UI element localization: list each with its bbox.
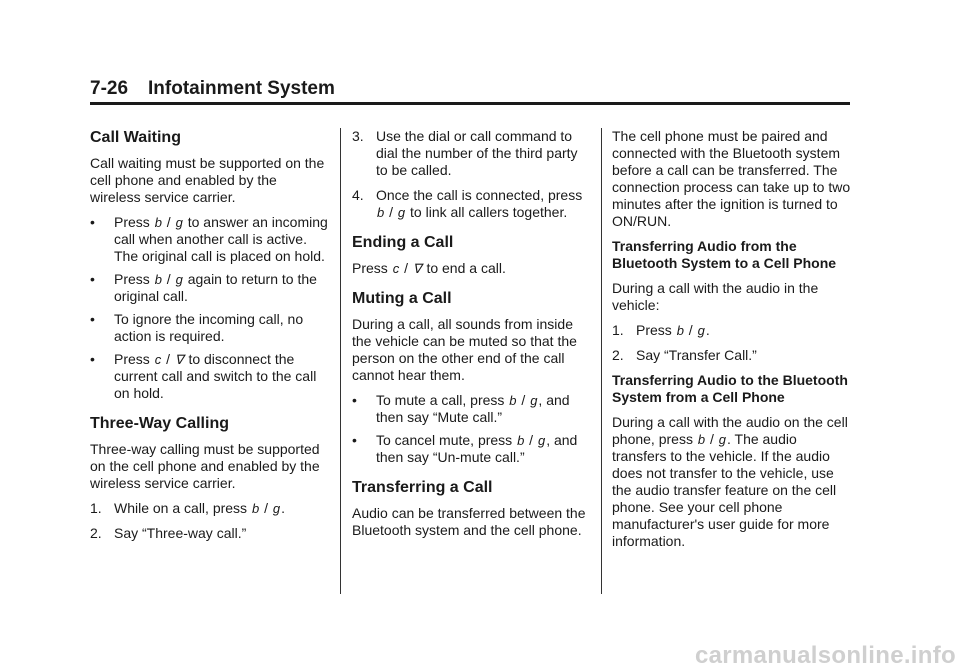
page-number: 7-26	[90, 78, 129, 99]
phone-icon: b	[509, 393, 517, 408]
ending-text: Press c / ∇ to end a call.	[352, 260, 506, 276]
watermark-logo: carmanualsonline.info	[694, 642, 956, 669]
to-system-text: During a call with the audio on the cell phone, press b / g. The audio transfers to the vehicle. If the audio does not transfer to the vehicle, use the audio transfer feature on the cell phone. See your cell phone manufacturer's user guide for more information.	[612, 414, 848, 549]
phone-icon: b	[517, 433, 525, 448]
transfer-steps	[612, 322, 854, 364]
list-item: 2. Say “Transfer Call.”	[612, 347, 757, 363]
talk-icon: g	[718, 432, 726, 447]
phone-icon: b	[377, 205, 385, 220]
list-item: • To cancel mute, press b / g, and then say “Un-mute call.”	[352, 432, 590, 466]
muting-intro: During a call, all sounds from inside the vehicle can be muted so that the person on the other end of the call cannot hear them.	[352, 316, 577, 383]
triangle-icon: ∇	[174, 352, 184, 367]
list-item: 3. Use the dial or call command to dial the number of the third party to be called.	[352, 128, 578, 178]
column-3	[612, 128, 854, 558]
subheading-to-system: Transferring Audio to the Bluetooth System from a Cell Phone	[612, 372, 848, 405]
list-item: 1. Press b / g.	[612, 322, 710, 338]
talk-icon: g	[697, 323, 705, 338]
column-2	[352, 128, 590, 547]
heading-ending: Ending a Call	[352, 234, 454, 251]
list-item: • Press b / g again to return to the original call.	[90, 271, 328, 305]
muting-list	[352, 392, 590, 466]
column-divider	[340, 128, 341, 594]
end-call-icon: c	[392, 261, 400, 276]
list-item: 2. Say “Three-way call.”	[90, 525, 247, 541]
heading-call-waiting: Call Waiting	[90, 129, 181, 146]
to-phone-intro: During a call with the audio in the vehicle:	[612, 280, 819, 313]
phone-icon: b	[154, 272, 162, 287]
heading-muting: Muting a Call	[352, 290, 452, 307]
list-item: • To mute a call, press b / g, and then say “Mute call.”	[352, 392, 590, 426]
talk-icon: g	[397, 205, 406, 220]
triangle-icon: ∇	[412, 261, 422, 276]
list-item: 1. While on a call, press b / g.	[90, 500, 285, 516]
three-way-steps-cont	[352, 128, 590, 221]
list-item: • To ignore the incoming call, no action is required.	[90, 311, 328, 345]
page-header	[90, 78, 850, 100]
end-call-icon: c	[154, 352, 162, 367]
three-way-intro: Three-way calling must be supported on the cell phone and enabled by the wireless service carrier.	[90, 441, 320, 491]
talk-icon: g	[530, 393, 538, 408]
talk-icon: g	[537, 433, 546, 448]
heading-three-way: Three-Way Calling	[90, 415, 229, 432]
phone-icon: b	[676, 323, 684, 338]
transferring-intro: Audio can be transferred between the Bluetooth system and the cell phone.	[352, 505, 586, 538]
phone-icon: b	[697, 432, 706, 447]
three-way-steps	[90, 500, 328, 542]
list-item: • Press b / g to answer an incoming call when another call is active. The original call is placed on hold.	[90, 214, 328, 265]
page-title: Infotainment System	[148, 78, 335, 99]
list-item: 4. Once the call is connected, press b / g to link all callers together.	[352, 187, 583, 220]
column-1	[90, 128, 328, 550]
column-divider	[601, 128, 602, 594]
call-waiting-intro: Call waiting must be supported on the cell phone and enabled by the wireless service carrier.	[90, 155, 325, 205]
list-item: • Press c / ∇ to disconnect the current call and switch to the call on hold.	[90, 351, 328, 402]
transfer-intro: The cell phone must be paired and connected with the Bluetooth system before a call can be transferred. The connection process can take up to two minutes after the ignition is turned to ON/RUN.	[612, 128, 851, 229]
header-rule	[90, 102, 850, 105]
call-waiting-list	[90, 214, 328, 402]
phone-icon: b	[251, 501, 260, 516]
subheading-to-phone: Transferring Audio from the Bluetooth System to a Cell Phone	[612, 238, 837, 271]
talk-icon: g	[175, 215, 183, 230]
talk-icon: g	[175, 272, 183, 287]
heading-transferring: Transferring a Call	[352, 479, 493, 496]
talk-icon: g	[272, 501, 281, 516]
phone-icon: b	[154, 215, 162, 230]
